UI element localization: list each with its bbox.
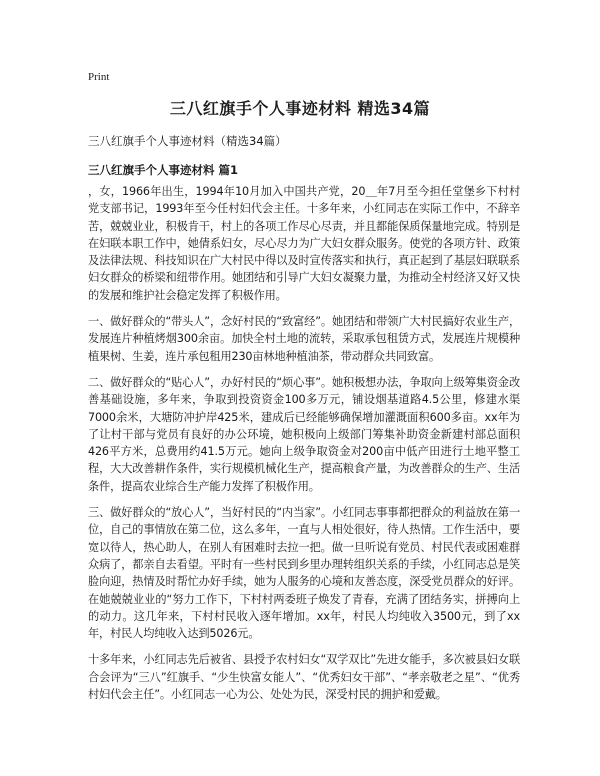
print-label: Print: [88, 71, 110, 83]
page-title: 三八红旗手个人事迹材料 精选34篇: [169, 99, 431, 118]
section-title: 三八红旗手个人事迹材料 篇1: [88, 163, 239, 177]
paragraph-2: 二、做好群众的“贴心人”，办好村民的“烦心事”。她积极想办法，争取向上级筹集资金改善基础设施，多年来，争取到投资资金100多万元，铺设烟基道路4.5公里，修建水渠7000余米，大塘防冲护岸425米，建成后已经能够确保增加灌溉面积600多亩。xx年为了让村干部与党员有良好的办公环境，她积极向上级部门筹集补助资金新建村部总面积426平方米，总费用约41.5万元。她向上级争取资金对200亩中低产田进行土地平整工程，大大改善耕作条件，实行规模机械化生产，提高粮食产量，为改善群众的生产、生活条件，提高农业综合生产能力发挥了积极作用。: [88, 375, 520, 493]
paragraph-1: 一、做好群众的“带头人”，念好村民的“致富经”。她团结和带领广大村民搞好农业生产，发展连片种植烤烟300余亩。加快全村土地的流转，采取承包租赁方式，发展连片规模种植果树、生姜，连片承包租用230亩林地种植油茶，带动群众共同致富。: [88, 315, 520, 363]
paragraph-3: 三、做好群众的“放心人”，当好村民的“内当家”。小红同志事事都把群众的利益放在第一位，自己的事情放在第二位，这么多年，一直与人相处很好，待人热情。工作生活中，要宽以待人，热心助人，在别人有困难时去拉一把。做一旦听说有党员、村民代表或困难群众病了，都亲自去看望。平时有一些村民到乡里办理转组织关系的手续，小红同志总是笑脸向迎，热情及时帮忙办好手续，她为人服务的心境和友善态度，深受党员群众的好评。在她兢兢业业的“努力工作下，下村村两委班子焕发了青春，充满了团结务实，拼搏向上的动力。这几年来，下村村民收入逐年增加。xx年，村民人均纯收入3500元，到了xx年，村民人均纯收入达到5026元。: [88, 506, 520, 641]
paragraph-summary: 十多年来，小红同志先后被省、县授予农村妇女“双学双比”先进女能手，多次被县妇女联合会评为“三八”红旗手、“少生快富女能人”、“优秀妇女干部”、“孝亲敬老之星”、“优秀村妇代会主任”。小红同志一心为公、处处为民，深受村民的拥护和爱戴。: [88, 653, 520, 702]
document-subtitle: 三八红旗手个人事迹材料（精选34篇）: [88, 134, 287, 148]
paragraph-intro: ，女，1966年出生，1994年10月加入中国共产党，20＿年7月至今担任堂堡乡下村村党支部书记，1993年至今任村妇代会主任。十多年来，小红同志在实际工作中，不辞辛苦，兢兢业业，积极肯干，村上的各项工作尽心尽责，并且都能保质保量地完成。特别是在妇联本职工作中，她倩系妇女，尽心尽力为广大妇女群众服务。使党的各项方针、政策及法律法规、科技知识在广大村民中得以及时宣传落实和执行，真正起到了基层妇联联系妇女群众的桥梁和纽带作用。她团结和引导广大妇女凝聚力量，为推动全村经济又好又快的发展和维护社会稳定发挥了积极作用。: [88, 185, 520, 302]
document-body: [88, 183, 520, 712]
